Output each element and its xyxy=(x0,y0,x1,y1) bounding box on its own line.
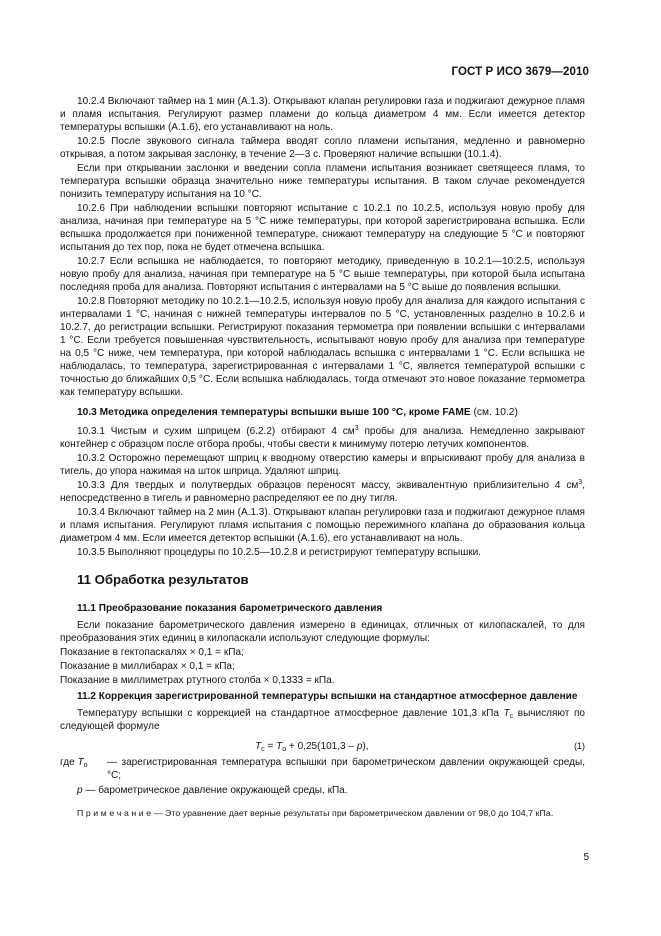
paragraph-11-2-text-b: вычисляют по следующей формуле xyxy=(60,708,585,732)
paragraph-10-2-5-note: Если при открывании заслонки и введении сопла пламени испытания возникает светящееся пламя, то температура вспышки образца значительно ниже температуры испытания. В таком случае рекомендуется понизить температуру испытания на 10 °С. xyxy=(60,163,585,200)
paragraph-10-3-5: 10.3.5 Выполняют процедуры по 10.2.5—10.2.8 и регистрируют температуру вспышки. xyxy=(77,547,482,558)
section-10-3-title: 10.3 Методика определения температуры вспышки выше 100 °С, кроме FAME xyxy=(77,407,471,418)
paragraph-11-2 xyxy=(60,707,585,733)
paragraph-10-3-2: 10.3.2 Осторожно перемещают шприц к вводному отверстию камеры и впрыскивают пробу для анализа в тигель, до упора нажимая на шток шприца. Удаляют шприц. xyxy=(60,453,585,477)
formula-p: p xyxy=(356,741,363,752)
paragraph-11-1: Если показание барометрического давления измерено в единицах, отличных от килопаскалей, то для преобразования этих единиц в килопаскали используют следующие формулы: xyxy=(60,620,585,644)
section-11-2-heading: 11.2 Коррекция зарегистрированной температуры вспышки на стандартное атмосферное давление xyxy=(77,691,578,702)
paragraph-10-3-3-sup: 3 xyxy=(578,479,583,486)
where-t: T xyxy=(77,757,84,768)
paragraph-10-2-6: 10.2.6 При наблюдении вспышки повторяют испытание с 10.2.1 по 10.2.5, используя новую пробу для анализа, начиная при температуре на 5 °С ниже температуры, при которой зарегистрирована вспышка. Если вспышка продолжается при пониженной температуре, снижают температуру на следующие 5 °С и повторяют испытания до тех пор, пока не будет отмечена вспышка. xyxy=(60,203,585,253)
formula-sub-o: o xyxy=(282,746,287,753)
formula-row xyxy=(60,738,585,754)
section-10-3-ref: (см. 10.2) xyxy=(470,407,518,418)
formula-rest2: ), xyxy=(362,741,369,752)
symbol-t: T xyxy=(503,708,510,719)
paragraph-10-2-4: 10.2.4 Включают таймер на 1 мин (А.1.3). Открывают клапан регулировки газа и поджигают дежурное пламя и пламя испытания. Регулируют размер пламени до кольца диаметром 4 мм. Если имеется детектор температуры вспышки (А.1.6), его устанавливают на ноль. xyxy=(60,96,585,133)
paragraph-10-3-1 xyxy=(60,425,585,451)
where-t-o-text: — зарегистрированная температура вспышки при барометрическом давлении окружающей среды, °С; xyxy=(107,757,585,781)
paragraph-10-3-4: 10.3.4 Включают таймер на 2 мин (А.1.3). Открывают клапан регулировки газа и поджигают дежурное пламя и пламя испытания. Регулируют пламя испытания с помощью пережимного клапана до образования кольца диаметром 4 мм. Если имеется детектор вспышки (А.1.6), его устанавливают на ноль. xyxy=(60,507,585,544)
paragraph-10-3-1-text-b: пробы для анализа. Немедленно закрывают контейнер с образцом после отбора пробы, чтобы свести к минимуму потерю летучих компонентов. xyxy=(60,426,585,450)
where-word: где xyxy=(60,757,78,768)
paragraph-10-2-5: 10.2.5 После звукового сигнала таймера вводят сопло пламени испытания, медленно и равномерно открывая, а потом закрывая заслонку, в течение 2—3 с. Проверяют наличие вспышки (10.1.4). xyxy=(60,136,585,160)
paragraph-10-3-1-sup: 3 xyxy=(354,425,359,432)
where-lead xyxy=(60,756,88,769)
paragraph-10-2-8: 10.2.8 Повторяют методику по 10.2.1—10.2.5, используя новую пробу для анализа для каждого испытания с интервалами 1 °С, начиная с нижней температуры интервалов по 5 °С, установленных разделно в 10.2.6 и 10.2.7, до регистрации вспышки. Регистрируют показания термометра при появлении вспышки с интервалами 1 °С. Если требуется повышенная чувствительность, испытывают новую пробу для анализа при температуре на 0,5 °С ниже, чем температура, при которой наблюдалась вспышка с интервалами 1 °С. Если вспышка не наблюдалась, то температура, зарегистрированная с интервалами 1 °С, является температурой вспышки с точностью до ближайших 0,5 °С. Если вспышка наблюдалась, тогда отмечают это новое показание термометра как температуру вспышки. xyxy=(60,296,585,398)
paragraph-10-3-1-text-a: 10.3.1 Чистым и сухим шприцем (6.2.2) отбирают 4 см xyxy=(77,426,355,437)
document-body xyxy=(60,95,585,820)
paragraph-10-3-3-text-a: 10.3.3 Для твердых и полутвердых образцов переносят массу, эквивалентную приблизительно 4 см xyxy=(77,480,579,491)
section-11-1-heading: 11.1 Преобразование показания барометрического давления xyxy=(77,603,383,614)
symbol-sub-c: c xyxy=(509,713,514,720)
where-p xyxy=(60,784,585,797)
formula-t2: T xyxy=(276,741,283,752)
conversion-mbar: Показание в миллибарах × 0,1 = кПа; xyxy=(60,661,235,672)
note: П р и м е ч а н и е — Это уравнение дает верные результаты при барометрическом давлении от 98,0 до 104,7 кПа. xyxy=(77,808,554,818)
formula-equals: = xyxy=(264,741,277,752)
document-header: ГОСТ Р ИСО 3679—2010 xyxy=(451,66,589,78)
paragraph-10-2-7: 10.2.7 Если вспышка не наблюдается, то повторяют методику, приведенную в 10.2.1—10.2.5, используя новую пробу для анализа, начиная при температуре на 5 °С выше температуры, при которой была испытана последняя проба для анализа. Повторяют испытания с интервалами на 5 °С выше до появления вспышки. xyxy=(60,256,585,293)
page-number: 5 xyxy=(583,852,589,863)
where-sub-o: o xyxy=(83,762,88,769)
where-t-o xyxy=(60,756,585,782)
paragraph-10-3-3-text-b: , непосредственно в тигель и равномерно распределяют ее по дну тигля. xyxy=(60,480,585,504)
conversion-mmhg: Показание в миллиметрах ртутного столба × 0,1333 = кПа. xyxy=(60,675,335,686)
formula-t: T xyxy=(255,741,262,752)
conversion-hpa: Показание в гектопаскалях × 0,1 = кПа; xyxy=(60,647,244,658)
where-p-text: — барометрическое давление окружающей среды, кПа. xyxy=(82,785,348,796)
paragraph-11-2-text-a: Температуру вспышки с коррекцией на стандартное атмосферное давление 101,3 кПа xyxy=(77,708,504,719)
formula-number: (1) xyxy=(574,741,585,751)
section-11-heading: 11 Обработка результатов xyxy=(77,572,249,587)
where-p-symbol: p xyxy=(77,785,83,796)
formula xyxy=(255,740,369,753)
section-10-3-heading xyxy=(60,406,585,419)
formula-sub-c: c xyxy=(261,746,265,753)
formula-rest1: + 0,25(101,3 – xyxy=(286,741,357,752)
paragraph-10-3-3 xyxy=(60,479,585,505)
